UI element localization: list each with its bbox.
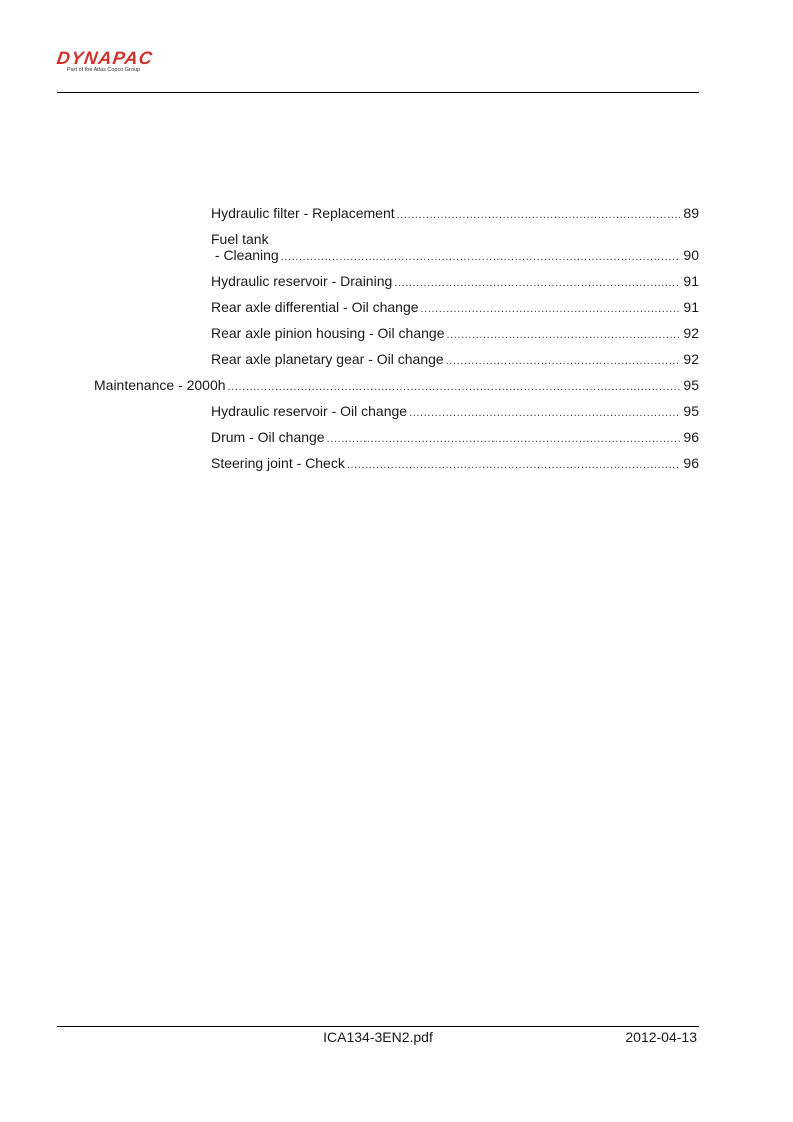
toc-dot-leader — [347, 457, 681, 473]
toc-entry-title: Hydraulic reservoir - Draining — [211, 273, 393, 289]
toc-entry-title: Rear axle differential - Oil change — [211, 299, 419, 315]
toc-entry-title: Rear axle planetary gear - Oil change — [211, 351, 444, 367]
header-divider — [57, 92, 699, 93]
toc-entry-title: Hydraulic reservoir - Oil change — [211, 403, 408, 419]
toc-page-number: 96 — [683, 429, 699, 445]
toc-dot-leader — [281, 249, 681, 265]
toc-dot-leader — [409, 405, 680, 421]
toc-dot-leader — [228, 379, 681, 395]
toc-page-number: 89 — [683, 205, 699, 221]
toc-entry-drum-oil-change[interactable] — [211, 429, 699, 447]
footer-filename: ICA134-3EN2.pdf — [323, 1029, 433, 1045]
toc-page-number: 91 — [683, 299, 699, 315]
toc-entry-title: Maintenance - 2000h — [94, 377, 226, 393]
toc-entry-rear-axle-differential-oil-change[interactable] — [211, 299, 699, 317]
toc-entry-rear-axle-planetary-gear-oil-change[interactable] — [211, 351, 699, 369]
toc-dot-leader — [421, 301, 681, 317]
toc-page-number: 92 — [683, 325, 699, 341]
footer-divider — [57, 1026, 699, 1027]
toc-entry-title: - Cleaning — [211, 247, 279, 263]
toc-page-number: 91 — [683, 273, 699, 289]
toc-page-number: 90 — [683, 247, 699, 263]
toc-dot-leader — [446, 353, 681, 369]
toc-entry-fuel-tank-cleaning[interactable] — [211, 231, 699, 265]
toc-entry-hydraulic-reservoir-draining[interactable] — [211, 273, 699, 291]
toc-entry-title-line1: Fuel tank — [211, 231, 269, 247]
toc-entry-title: Drum - Oil change — [211, 429, 325, 445]
logo-brand-text: DYNAPAC — [55, 48, 155, 68]
toc-entry-title: Rear axle pinion housing - Oil change — [211, 325, 445, 341]
toc-entry-hydraulic-reservoir-oil-change[interactable] — [211, 403, 699, 421]
toc-page-number: 92 — [683, 351, 699, 367]
toc-page-number: 95 — [683, 403, 699, 419]
dynapac-logo — [57, 49, 192, 77]
toc-page-number: 96 — [683, 455, 699, 471]
toc-dot-leader — [446, 327, 680, 343]
toc-dot-leader — [327, 431, 681, 447]
toc-entry-hydraulic-filter-replacement[interactable] — [211, 205, 699, 223]
toc-entry-rear-axle-pinion-housing-oil-change[interactable] — [211, 325, 699, 343]
footer-date: 2012-04-13 — [625, 1029, 697, 1045]
toc-page-number: 95 — [683, 377, 699, 393]
toc-entry-title: Steering joint - Check — [211, 455, 345, 471]
toc-entry-steering-joint-check[interactable] — [211, 455, 699, 473]
logo-tagline: Part of the Atlas Copco Group — [67, 67, 141, 73]
toc-dot-leader — [394, 275, 680, 291]
toc-entry-maintenance-2000h[interactable] — [94, 377, 699, 395]
toc-dot-leader — [397, 207, 681, 223]
toc-entry-title: Hydraulic filter - Replacement — [211, 205, 395, 221]
